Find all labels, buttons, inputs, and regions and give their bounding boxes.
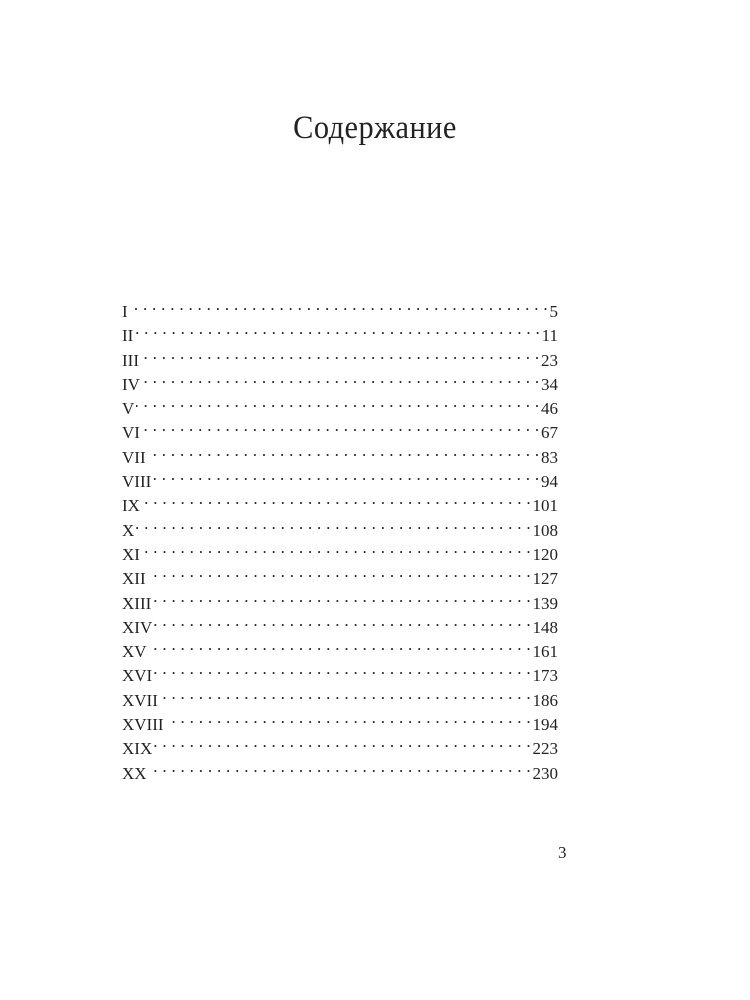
toc-entry-10[interactable] [122, 512, 558, 536]
toc-leader-dots [135, 317, 540, 341]
toc-entry-page: 83 [540, 446, 558, 463]
toc-entry-1[interactable] [122, 293, 558, 317]
toc-leader-dots [148, 439, 540, 463]
toc-entry-12[interactable] [122, 560, 558, 584]
table-of-contents [122, 293, 558, 779]
toc-entry-label: XV [122, 640, 149, 657]
toc-leader-dots [136, 390, 540, 414]
toc-entry-11[interactable] [122, 536, 558, 560]
toc-entry-label: IV [122, 373, 142, 390]
toc-entry-page: 67 [540, 421, 558, 438]
toc-entry-19[interactable] [122, 730, 558, 754]
toc-entry-page: 148 [532, 616, 559, 633]
toc-leader-dots [153, 463, 540, 487]
toc-entry-2[interactable] [122, 317, 558, 341]
toc-entry-label: XVI [122, 664, 154, 681]
toc-entry-page: 139 [532, 592, 559, 609]
toc-entry-page: 101 [532, 494, 559, 511]
toc-entry-label: XI [122, 543, 142, 560]
toc-entry-label: XIII [122, 592, 153, 609]
toc-leader-dots [149, 633, 532, 657]
toc-leader-dots [154, 730, 531, 754]
toc-entry-page: 11 [541, 324, 558, 341]
toc-leader-dots [154, 657, 531, 681]
toc-entry-label: XX [122, 762, 149, 779]
toc-entry-page: 127 [532, 567, 559, 584]
toc-leader-dots [136, 512, 531, 536]
toc-entry-label: XII [122, 567, 148, 584]
toc-entry-page: 108 [532, 519, 559, 536]
toc-entry-9[interactable] [122, 487, 558, 511]
toc-leader-dots [142, 487, 532, 511]
toc-entry-page: 161 [532, 640, 559, 657]
toc-entry-14[interactable] [122, 609, 558, 633]
toc-entry-page: 46 [540, 397, 558, 414]
toc-leader-dots [130, 293, 549, 317]
toc-entry-16[interactable] [122, 657, 558, 681]
toc-entry-page: 23 [540, 349, 558, 366]
toc-entry-page: 173 [532, 664, 559, 681]
toc-entry-label: IX [122, 494, 142, 511]
toc-entry-label: II [122, 324, 135, 341]
toc-entry-page: 230 [532, 762, 559, 779]
toc-entry-page: 120 [532, 543, 559, 560]
page-title: Содержание [293, 110, 457, 146]
toc-entry-15[interactable] [122, 633, 558, 657]
toc-entry-label: VII [122, 446, 148, 463]
toc-entry-6[interactable] [122, 414, 558, 438]
toc-leader-dots [154, 609, 531, 633]
toc-entry-5[interactable] [122, 390, 558, 414]
toc-leader-dots [153, 585, 531, 609]
toc-entry-17[interactable] [122, 682, 558, 706]
toc-entry-label: I [122, 300, 130, 317]
toc-entry-7[interactable] [122, 439, 558, 463]
toc-leader-dots [160, 682, 532, 706]
toc-leader-dots [142, 414, 540, 438]
toc-entry-4[interactable] [122, 366, 558, 390]
toc-entry-page: 223 [532, 737, 559, 754]
toc-entry-page: 34 [540, 373, 558, 390]
toc-leader-dots [149, 755, 532, 779]
toc-entry-3[interactable] [122, 342, 558, 366]
page-number: 3 [558, 843, 567, 862]
toc-entry-page: 94 [540, 470, 558, 487]
toc-leader-dots [141, 342, 540, 366]
toc-leader-dots [142, 536, 532, 560]
toc-entry-8[interactable] [122, 463, 558, 487]
toc-entry-label: XVIII [122, 713, 166, 730]
toc-entry-label: VIII [122, 470, 153, 487]
toc-entry-label: VI [122, 421, 142, 438]
toc-entry-label: X [122, 519, 136, 536]
toc-entry-label: XIV [122, 616, 154, 633]
toc-leader-dots [166, 706, 532, 730]
toc-entry-page: 194 [532, 713, 559, 730]
toc-leader-dots [148, 560, 532, 584]
toc-entry-label: XVII [122, 689, 160, 706]
toc-leader-dots [142, 366, 540, 390]
toc-entry-page: 5 [549, 300, 559, 317]
toc-entry-13[interactable] [122, 585, 558, 609]
toc-entry-label: III [122, 349, 141, 366]
toc-entry-label: V [122, 397, 136, 414]
toc-entry-20[interactable] [122, 755, 558, 779]
toc-entry-label: XIX [122, 737, 154, 754]
toc-entry-page: 186 [532, 689, 559, 706]
toc-entry-18[interactable] [122, 706, 558, 730]
